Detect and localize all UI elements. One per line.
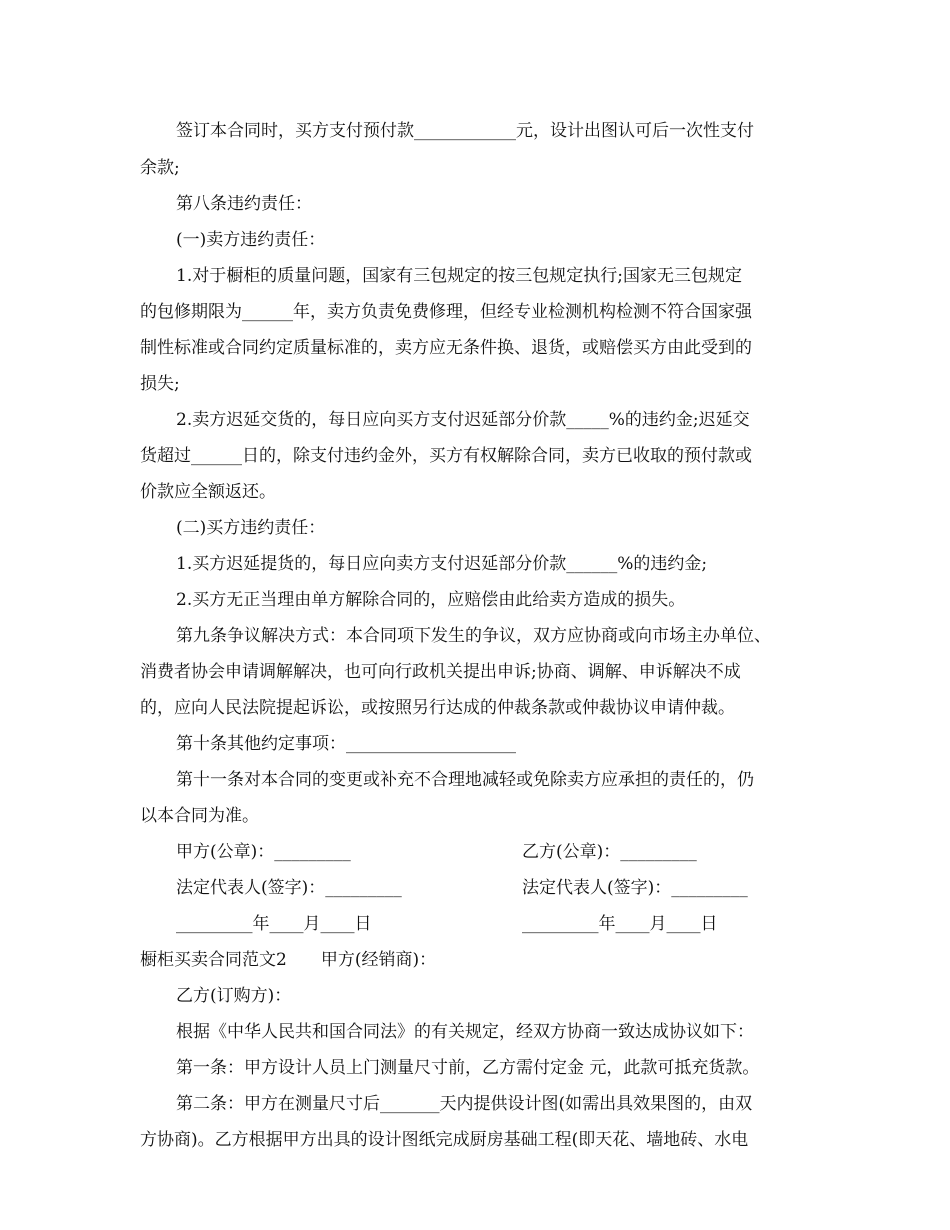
paragraph-line: 制性标准或合同约定质量标准的，卖方应无条件换、退货，或赔偿买方由此受到的 <box>140 338 752 358</box>
paragraph-line: 的，应向人民法院提起诉讼，或按照另行达成的仲裁条款或仲裁协议申请仲裁。 <box>140 698 735 718</box>
article-1-line: 第一条：甲方设计人员上门测量尺寸前，乙方需付定金 元，此款可抵充货款。 <box>176 1058 760 1078</box>
paragraph-line: 价款应全额返还。 <box>140 482 276 502</box>
article-8-heading: 第八条违约责任： <box>176 194 312 214</box>
paragraph-line: 消费者协会申请调解解决，也可向行政机关提出申诉;协商、调解、申诉解决不成 <box>140 662 741 682</box>
party-b-date-field: _________年____月____日 <box>522 914 718 934</box>
party-b-orderer-line: 乙方(订购方)： <box>176 986 292 1006</box>
paragraph-line: 第九条争议解决方式：本合同项下发生的争议，双方应协商或向市场主办单位、 <box>176 626 771 646</box>
party-b-representative-field: 法定代表人(签字)：_________ <box>522 878 748 898</box>
paragraph-line: 损失; <box>140 374 180 394</box>
paragraph-line: 1.对于橱柜的质量问题，国家有三包规定的按三包规定执行;国家无三包规定 <box>176 266 742 286</box>
party-a-representative-field: 法定代表人(签字)：_________ <box>176 878 402 898</box>
contract-2-title-line: 橱柜买卖合同范文2 甲方(经销商)： <box>140 950 437 970</box>
article-2-line: 第二条：甲方在测量尺寸后_______天内提供设计图(如需出具效果图的，由双 <box>176 1094 753 1114</box>
paragraph-line: 方协商)。乙方根据甲方出具的设计图纸完成厨房基础工程(即天花、墙地砖、水电 <box>140 1130 749 1150</box>
seller-liability-heading: (一)卖方违约责任： <box>176 230 326 250</box>
party-a-seal-field: 甲方(公章)：_________ <box>176 842 351 862</box>
article-10-line: 第十条其他约定事项：____________________ <box>176 734 516 754</box>
paragraph-line: 签订本合同时，买方支付预付款____________元，设计出图认可后一次性支付 <box>176 121 754 141</box>
paragraph-line: 2.卖方迟延交货的，每日应向买方支付迟延部分价款_____%的违约金;迟延交 <box>176 410 750 430</box>
paragraph-line: 货超过______日的，除支付违约金外，买方有权解除合同，卖方已收取的预付款或 <box>140 446 752 466</box>
paragraph-line: 以本合同为准。 <box>140 806 259 826</box>
party-a-date-field: _________年____月____日 <box>176 914 372 934</box>
paragraph-line: 2.买方无正当理由单方解除合同的，应赔偿由此给卖方造成的损失。 <box>176 590 686 610</box>
paragraph-line: 第十一条对本合同的变更或补充不合理地减轻或免除卖方应承担的责任的，仍 <box>176 770 754 790</box>
paragraph-line: 余款; <box>140 158 180 178</box>
paragraph-line: 根据《中华人民共和国合同法》的有关规定，经双方协商一致达成协议如下： <box>176 1022 754 1042</box>
paragraph-line: 1.买方迟延提货的，每日应向卖方支付迟延部分价款______%的违约金; <box>176 554 708 574</box>
buyer-liability-heading: (二)买方违约责任： <box>176 518 326 538</box>
paragraph-line: 的包修期限为______年，卖方负责免费修理，但经专业检测机构检测不符合国家强 <box>140 302 752 322</box>
party-b-seal-field: 乙方(公章)：_________ <box>522 842 697 862</box>
